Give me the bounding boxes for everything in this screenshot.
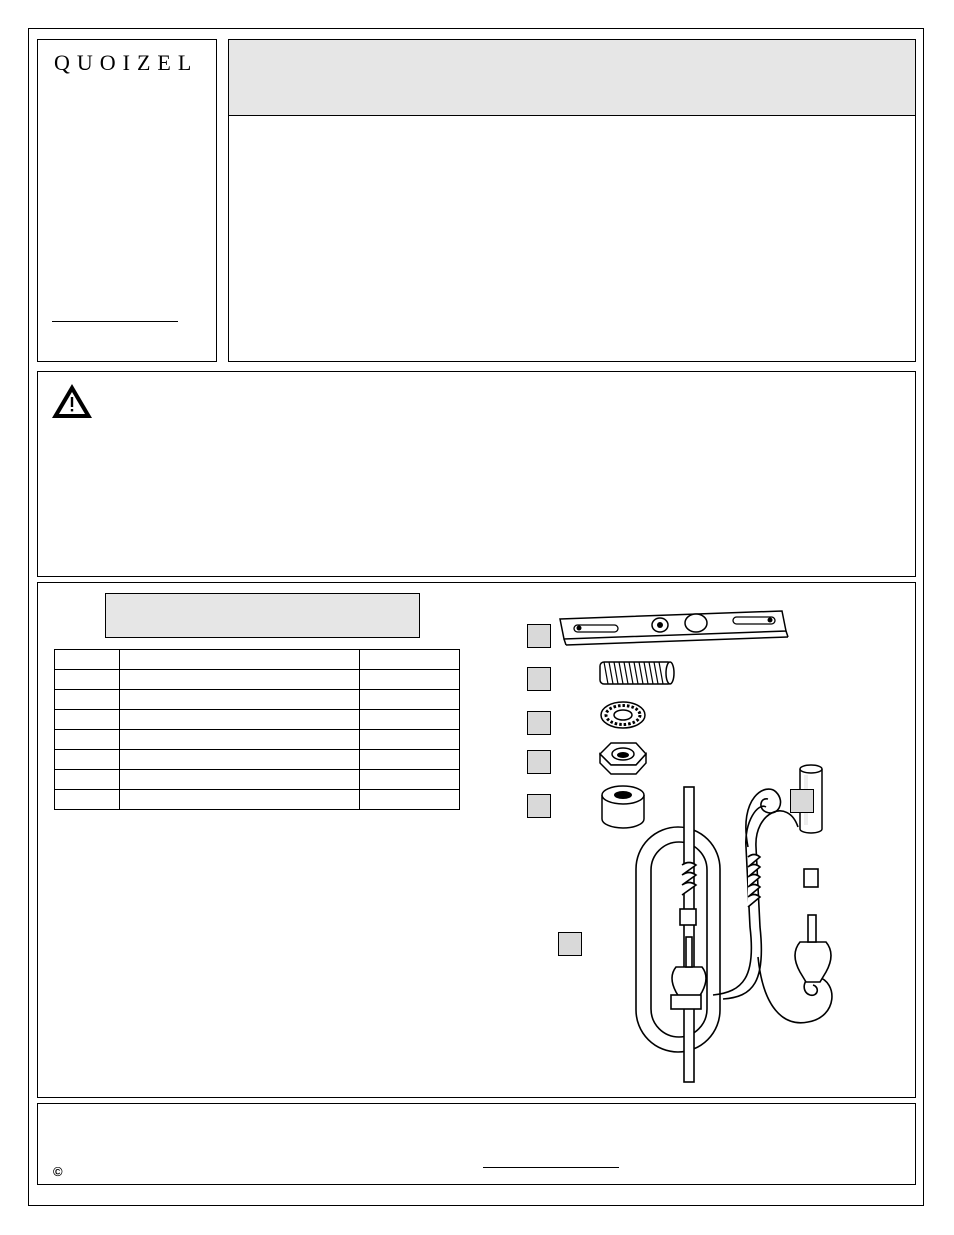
hardware-drawings [508,597,928,1097]
part-label-box-2 [527,667,551,691]
parts-panel [37,582,916,1098]
crossbar-icon [560,611,788,645]
brand-logo: QUOIZEL [54,50,199,75]
table-cell [55,770,120,790]
table-row [55,790,460,810]
copyright-symbol: © [53,1164,63,1179]
table-cell [120,670,360,690]
footer-panel [37,1103,916,1185]
hex-nut-icon [600,743,646,774]
table-row [55,770,460,790]
brand-underline [52,321,178,322]
part-label-box-5 [527,794,551,818]
table-row [55,650,460,670]
table-cell [55,730,120,750]
threaded-nipple-icon [600,662,674,684]
table-cell [55,670,120,690]
part-label-box-3 [527,711,551,735]
table-row [55,710,460,730]
table-cell [360,750,460,770]
warning-panel [37,371,916,577]
table-cell [360,650,460,670]
brand-panel [37,39,217,362]
table-cell [120,710,360,730]
title-band [229,40,915,116]
table-cell [120,730,360,750]
table-cell [360,770,460,790]
table-row [55,690,460,710]
table-cell [55,710,120,730]
table-row [55,670,460,690]
spacer-icon [602,786,644,828]
table-cell [120,790,360,810]
table-cell [55,750,120,770]
table-cell [360,670,460,690]
table-cell [120,750,360,770]
table-cell [55,650,120,670]
part-label-box-1 [527,624,551,648]
table-cell [360,730,460,750]
table-cell [360,710,460,730]
part-label-box-4 [527,750,551,774]
table-cell [120,770,360,790]
table-row [55,730,460,750]
parts-table [54,649,460,810]
table-cell [120,690,360,710]
table-row [55,750,460,770]
table-cell [120,650,360,670]
part-label-box-6 [790,789,814,813]
table-cell [55,790,120,810]
title-panel [228,39,916,362]
footer-underline [483,1167,619,1168]
table-cell [55,690,120,710]
part-label-box-7 [558,932,582,956]
table-cell [360,790,460,810]
parts-title-box [105,593,420,638]
table-cell [360,690,460,710]
warning-triangle-icon [50,382,94,420]
lock-washer-icon [601,702,645,728]
